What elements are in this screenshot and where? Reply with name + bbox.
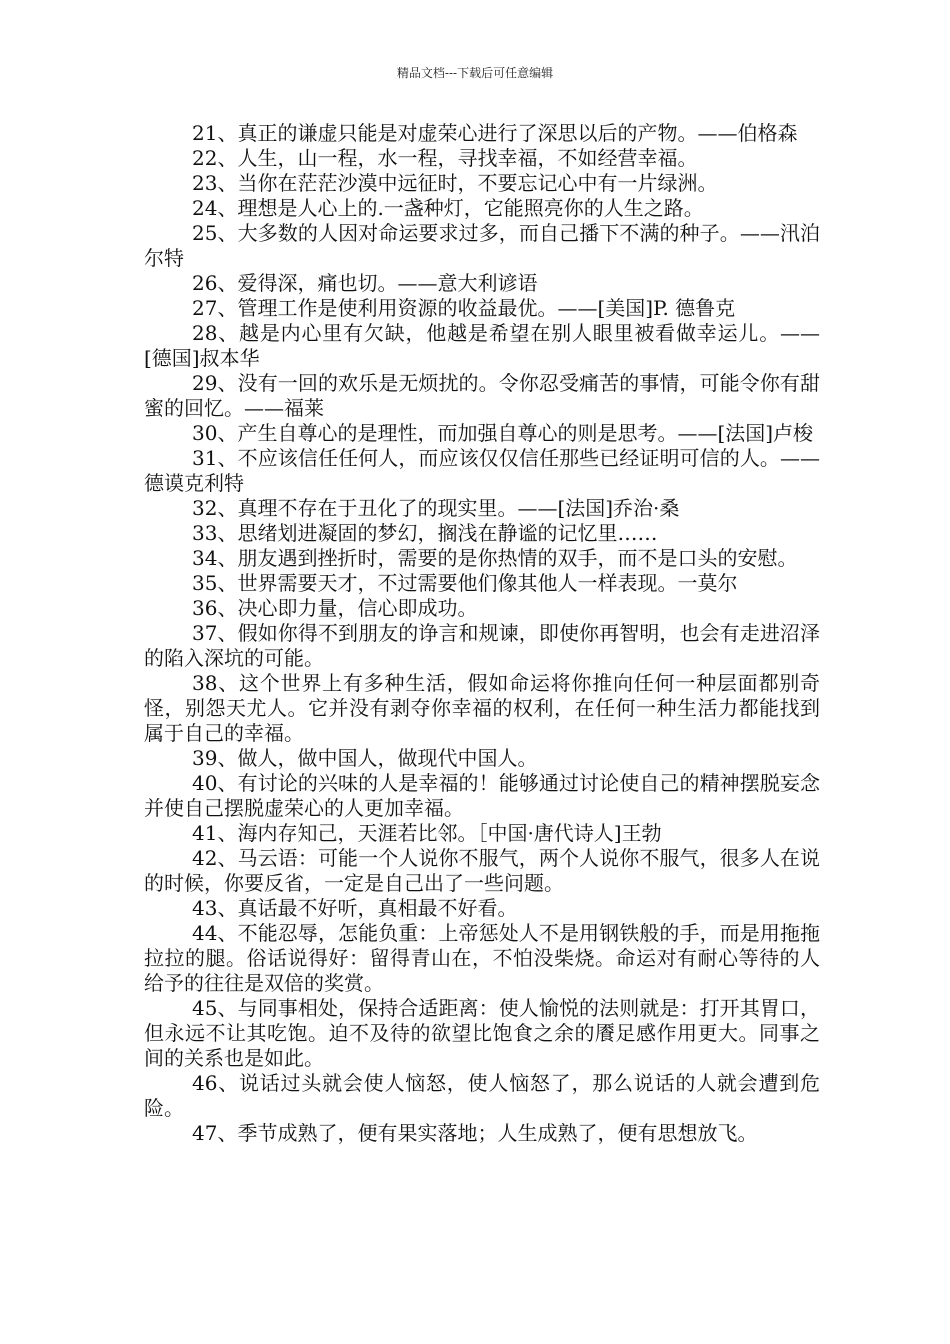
quote-paragraph: 31、不应该信任任何人，而应该仅仅信任那些已经证明可信的人。——德谟克利特 (144, 446, 820, 495)
quote-paragraph: 29、没有一回的欢乐是无烦扰的。令你忍受痛苦的事情，可能令你有甜蜜的回忆。——福莱 (144, 371, 820, 420)
quote-paragraph: 27、管理工作是使利用资源的收益最优。——[美国]P. 德鲁克 (192, 296, 736, 320)
quote-paragraph: 30、产生自尊心的是理性，而加强自尊心的则是思考。——[法国]卢梭 (192, 421, 814, 445)
quote-list (144, 121, 820, 1146)
quote-paragraph: 45、与同事相处，保持合适距离：使人愉悦的法则就是：打开其胃口，但永远不让其吃饱。迫不及待的欲望比饱食之余的餍足感作用更大。同事之间的关系也是如此。 (144, 996, 820, 1070)
quote-paragraph: 26、爱得深，痛也切。——意大利谚语 (192, 271, 538, 295)
quote-paragraph: 24、理想是人心上的.一盏种灯，它能照亮你的人生之路。 (192, 196, 704, 220)
quote-paragraph: 33、思绪划进凝固的梦幻，搁浅在静谧的记忆里…… (192, 521, 658, 545)
quote-paragraph: 37、假如你得不到朋友的诤言和规谏，即使你再智明，也会有走进沼泽的陷入深坑的可能。 (144, 621, 820, 670)
quote-paragraph: 36、决心即力量，信心即成功。 (192, 596, 478, 620)
quote-paragraph: 41、海内存知己，天涯若比邻。［中国·唐代诗人]王勃 (192, 821, 662, 845)
quote-paragraph: 23、当你在茫茫沙漠中远征时，不要忘记心中有一片绿洲。 (192, 171, 718, 195)
quote-paragraph: 46、说话过头就会使人恼怒，使人恼怒了，那么说话的人就会遭到危险。 (144, 1071, 820, 1120)
quote-paragraph: 25、大多数的人因对命运要求过多，而自己播下不满的种子。——汛泊尔特 (144, 221, 820, 270)
quote-paragraph: 47、季节成熟了，便有果实落地；人生成熟了，便有思想放飞。 (192, 1121, 758, 1145)
quote-paragraph: 39、做人，做中国人，做现代中国人。 (192, 746, 538, 770)
quote-paragraph: 43、真话最不好听，真相最不好看。 (192, 896, 518, 920)
quote-paragraph: 32、真理不存在于丑化了的现实里。——[法国]乔治·桑 (192, 496, 680, 520)
quote-paragraph: 22、人生，山一程，水一程，寻找幸福，不如经营幸福。 (192, 146, 698, 170)
quote-paragraph: 28、越是内心里有欠缺，他越是希望在别人眼里被看做幸运儿。——[德国]叔本华 (144, 321, 820, 370)
quote-paragraph: 21、真正的谦虚只能是对虚荣心进行了深思以后的产物。——伯格森 (192, 121, 798, 145)
quote-paragraph: 42、马云语：可能一个人说你不服气，两个人说你不服气，很多人在说的时候，你要反省，一定是自己出了一些问题。 (144, 846, 820, 895)
quote-paragraph: 44、不能忍辱，怎能负重：上帝惩处人不是用钢铁般的手，而是用拖拖拉拉的腿。俗话说得好：留得青山在，不怕没柴烧。命运对有耐心等待的人给予的往往是双倍的奖赏。 (144, 921, 820, 995)
page-header: 精品文档---下载后可任意编辑 (396, 66, 554, 80)
quote-paragraph: 40、有讨论的兴味的人是幸福的！能够通过讨论使自己的精神摆脱妄念并使自己摆脱虚荣心的人更加幸福。 (144, 771, 820, 820)
quote-paragraph: 35、世界需要天才，不过需要他们像其他人一样表现。一莫尔 (192, 571, 738, 595)
quote-paragraph: 38、这个世界上有多种生活，假如命运将你推向任何一种层面都别奇怪，别怨天尤人。它并没有剥夺你幸福的权利，在任何一种生活力都能找到属于自己的幸福。 (144, 671, 820, 745)
quote-paragraph: 34、朋友遇到挫折时，需要的是你热情的双手，而不是口头的安慰。 (192, 546, 798, 570)
